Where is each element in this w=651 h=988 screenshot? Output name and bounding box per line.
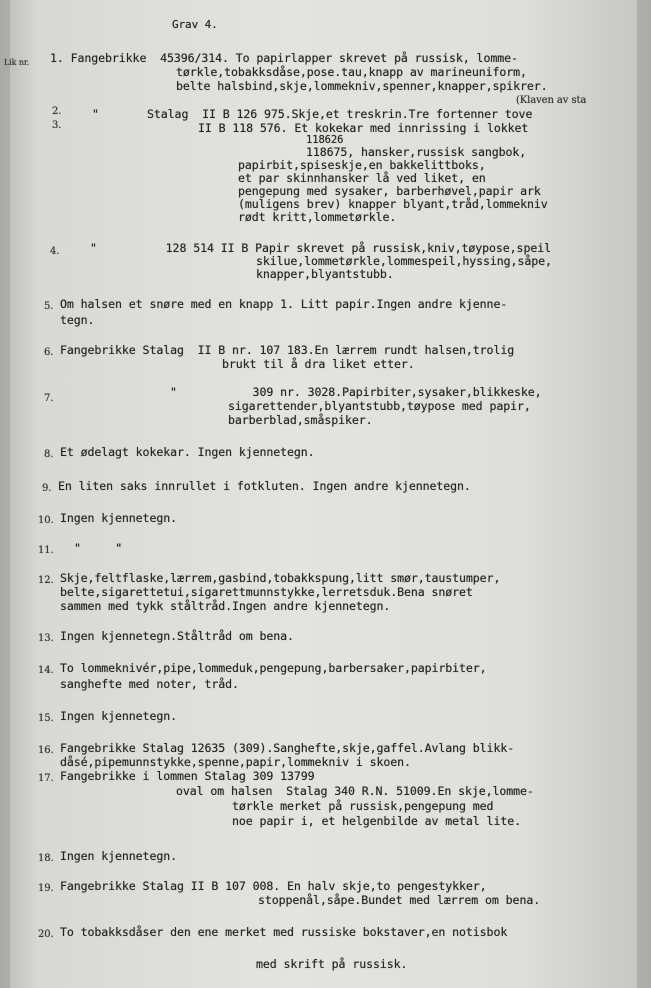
entry-19-line-2: stoppenål,såpe.Bundet med lærrem om bena.: [258, 893, 541, 907]
page-shadow-right: [637, 0, 651, 988]
entry-4-line-3: knapper,blyantstubb.: [256, 267, 394, 281]
entry-11-ditto: " ": [74, 541, 123, 555]
margin-number-16: 16.: [38, 745, 54, 756]
entry-13-line-1: Ingen kjennetegn.Ståltråd om bena.: [60, 629, 294, 643]
margin-number-12: 12.: [38, 575, 54, 586]
entry-4-line-1: " 128 514 II B Papir skrevet på russisk,kniv,tøypose,speil: [90, 241, 551, 255]
entry-14-line-2: sanghefte med noter, tråd.: [60, 677, 239, 691]
entry-3-line-7: (muligens brev) knapper blyant,tråd,lommekniv: [238, 197, 548, 211]
margin-number-10: 10.: [38, 515, 54, 526]
entry-8-line-1: Et ødelagt kokekar. Ingen kjennetegn.: [60, 445, 315, 459]
margin-number-3: 3.: [52, 120, 62, 131]
entry-3-line-1: II B 118 576. Et kokekar med innrissing i lokket: [198, 121, 529, 135]
entry-6-line-1: Fangebrikke Stalag II B nr. 107 183.En lærrem rundt halsen,trolig: [60, 343, 515, 357]
entry-17-line-2: oval om halsen Stalag 340 R.N. 51009.En skje,lomme-: [176, 784, 534, 798]
entry-16-line-2: dåsé,pipemunnstykke,spenne,papir,lommekniv i skoen.: [60, 755, 411, 769]
margin-number-7: 7.: [44, 393, 54, 404]
margin-lik-nr: Lik nr.: [4, 58, 30, 67]
margin-number-20: 20.: [38, 929, 54, 940]
entry-16-line-1: Fangebrikke Stalag 12635 (309).Sanghefte,skje,gaffel.Avlang blikk-: [60, 741, 515, 755]
entry-5-line-1: Om halsen et snøre med en knapp 1. Litt papir.Ingen andre kjenne-: [60, 297, 508, 311]
entry-12-line-2: belte,sigarettetui,sigarettmunnstykke,lerretsduk.Bena snøret: [60, 585, 473, 599]
entry-17-line-1: Fangebrikke i lommen Stalag 309 13799: [60, 769, 315, 783]
entry-3-line-6: pengepung med sysaker, barberhøvel,papir ark: [238, 184, 541, 198]
entry-6-line-2: brukt til å dra liket etter.: [222, 357, 415, 371]
margin-number-9: 9.: [42, 483, 52, 494]
margin-number-6: 6.: [44, 347, 54, 358]
entry-7-line-3: barberblad,småspiker.: [228, 413, 373, 427]
margin-number-14: 14.: [38, 665, 54, 676]
margin-number-19: 19.: [38, 883, 54, 894]
entry-14-line-1: To lommeknivér,pipe,lommeduk,pengepung,barbersaker,papirbiter,: [60, 661, 487, 675]
entry-18-line-1: Ingen kjennetegn.: [60, 849, 177, 863]
entry-15-line-1: Ingen kjennetegn.: [60, 709, 177, 723]
entry-12-line-1: Skje,feltflaske,lærrem,gasbind,tobakkspung,litt smør,taustumper,: [60, 571, 501, 585]
margin-number-11: 11.: [38, 545, 54, 556]
entry-17-line-4: noe papir i, et helgenbilde av metal lite.: [232, 814, 521, 828]
entry-17-line-3: tørkle merket på russisk,pengepung med: [232, 799, 494, 813]
entry-10-line-1: Ingen kjennetegn.: [60, 511, 177, 525]
entry-1-handwritten-note: (Klaven av sta: [516, 95, 587, 106]
margin-number-15: 15.: [38, 713, 54, 724]
document-title: Grav 4.: [172, 18, 218, 31]
page-shadow-left: [0, 0, 10, 988]
entry-20-line-2: med skrift på russisk.: [256, 957, 408, 971]
margin-number-5: 5.: [44, 301, 54, 312]
entry-3-line-5: et par skinnhansker lå ved liket, en: [238, 171, 486, 185]
entry-1-line-3: belte halsbind,skje,lommekniv,spenner,knapper,spikrer.: [176, 79, 548, 93]
entry-7-line-1: " 309 nr. 3028.Papirbiter,sysaker,blikkeske,: [170, 385, 542, 399]
entry-19-line-1: Fangebrikke Stalag II B 107 008. En halv skje,to pengestykker,: [60, 879, 487, 893]
entry-2-line-1: " Stalag II B 126 975.Skje,et treskrin.Tre fortenner tove: [92, 107, 533, 121]
entry-1-line-1: 1. Fangebrikke 45396/314. To papirlapper skrevet på russisk, lomme-: [50, 51, 518, 65]
margin-number-17: 17.: [38, 773, 54, 784]
entry-3-line-8: rødt kritt,lommetørkle.: [238, 210, 397, 224]
entry-20-line-1: To tobakksdåser den ene merket med russiske bokstaver,en notisbok: [60, 925, 508, 939]
entry-5-line-2: tegn.: [60, 313, 95, 327]
margin-number-8: 8.: [44, 449, 54, 460]
entry-1-line-2: tørkle,tobakksdåse,pose.tau,knapp av marineuniform,: [176, 65, 527, 79]
entry-3-line-3: 118675, hansker,russisk sangbok,: [306, 145, 527, 159]
entry-12-line-3: sammen med tykk ståltråd.Ingen andre kjennetegn.: [60, 599, 391, 613]
margin-number-2: 2.: [52, 106, 62, 117]
entry-3-line-2: 118626: [306, 134, 344, 146]
margin-number-13: 13.: [38, 633, 54, 644]
entry-7-line-2: sigarettender,blyantstubb,tøypose med papir,: [228, 399, 531, 413]
margin-number-18: 18.: [38, 853, 54, 864]
entry-3-line-4: papirbit,spiseskje,en bakkelittboks,: [238, 158, 486, 172]
entry-9-line-1: En liten saks innrullet i fotkluten. Ingen andre kjennetegn.: [58, 479, 471, 493]
entry-4-line-2: skilue,lommetørkle,lommespeil,hyssing,såpe,: [256, 254, 552, 268]
margin-number-4: 4.: [50, 246, 60, 257]
